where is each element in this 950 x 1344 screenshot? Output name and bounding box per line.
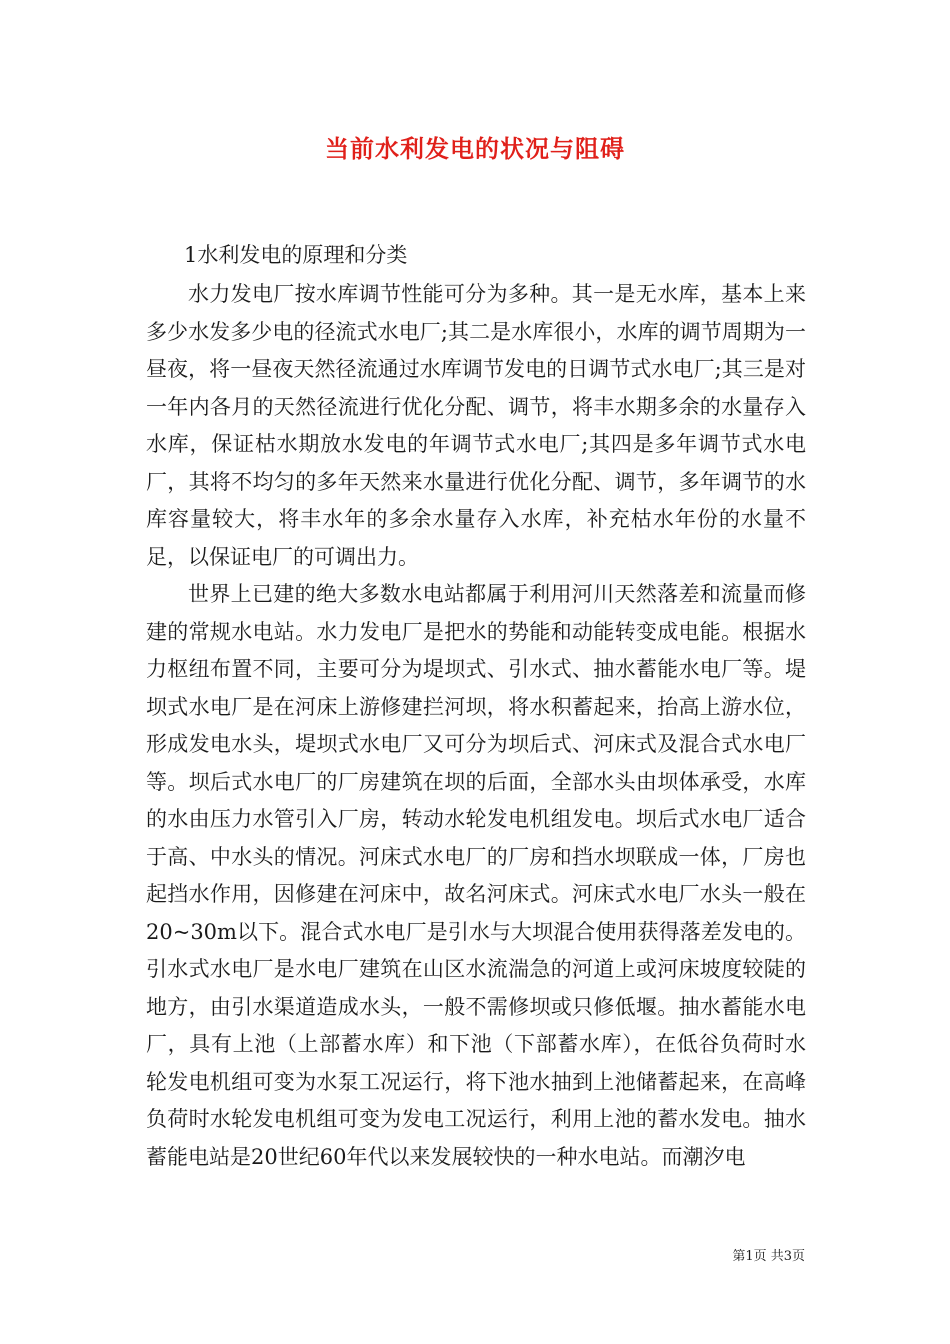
paragraph: 水力发电厂按水库调节性能可分为多种。其一是无水库，基本上来多少水发多少电的径流式水电厂;其二是水库很小，水库的调节周期为一昼夜，将一昼夜天然径流通过水库调节发电的日调节式水电厂;其三是对一年内各月的天然径流进行优化分配、调节，将丰水期多余的水量存入水库，保证枯水期放水发电的年调节式水电厂;其四是多年调节式水电厂，其将不均匀的多年天然来水量进行优化分配、调节，多年调节的水库容量较大，将丰水年的多余水量存入水库，补充枯水年份的水量不足，以保证电厂的可调出力。 [146, 282, 806, 569]
document-body [146, 276, 806, 1176]
section-heading: 1水利发电的原理和分类 [184, 243, 408, 267]
page-number: 第1页 共3页 [732, 1249, 805, 1264]
paragraph: 世界上已建的绝大多数水电站都属于利用河川天然落差和流量而修建的常规水电站。水力发电厂是把水的势能和动能转变成电能。根据水力枢纽布置不同，主要可分为堤坝式、引水式、抽水蓄能水电厂等。堤坝式水电厂是在河床上游修建拦河坝，将水积蓄起来，抬高上游水位，形成发电水头，堤坝式水电厂又可分为坝后式、河床式及混合式水电厂等。坝后式水电厂的厂房建筑在坝的后面，全部水头由坝体承受，水库的水由压力水管引入厂房，转动水轮发电机组发电。坝后式水电厂适合于高、中水头的情况。河床式水电厂的厂房和挡水坝联成一体，厂房也起挡水作用，因修建在河床中，故名河床式。河床式水电厂水头一般在20~30m以下。混合式水电厂是引水与大坝混合使用获得落差发电的。引水式水电厂是水电厂建筑在山区水流湍急的河道上或河床坡度较陡的地方，由引水渠道造成水头，一般不需修坝或只修低堰。抽水蓄能水电厂，具有上池（上部蓄水库）和下池（下部蓄水库），在低谷负荷时水轮发电机组可变为水泵工况运行，将下池水抽到上池储蓄起来，在高峰负荷时水轮发电机组可变为发电工况运行，利用上池的蓄水发电。抽水蓄能电站是20世纪60年代以来发展较快的一种水电站。而潮汐电 [146, 582, 806, 1169]
document-title: 当前水利发电的状况与阻碍 [325, 134, 625, 163]
